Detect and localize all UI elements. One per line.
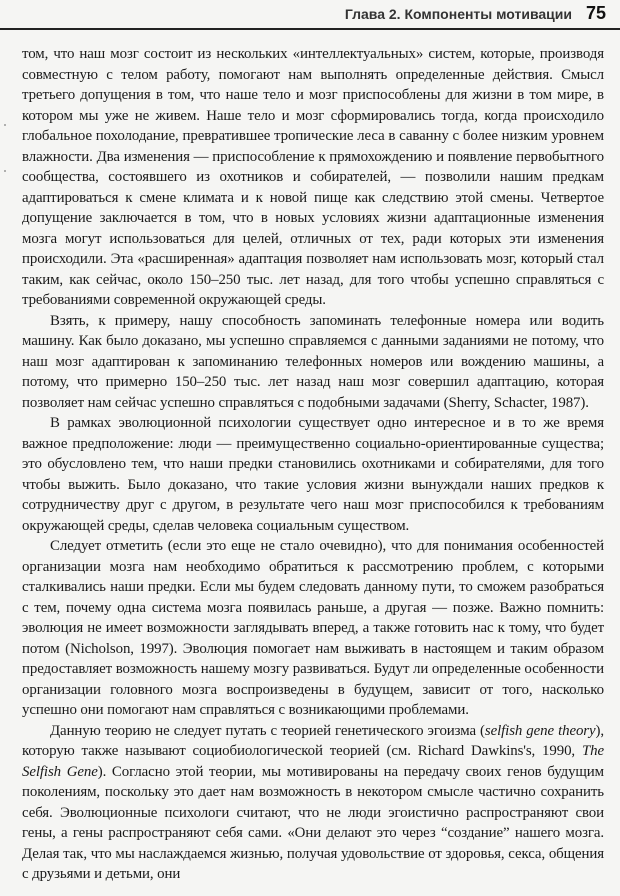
body-text	[22, 44, 604, 885]
scan-speck	[4, 170, 6, 172]
paragraph-2: Взять, к примеру, нашу способность запоминать телефонные номера или водить машину. Как было доказано, мы успешно справляемся с данными заданиями не потому, что наш мозг адаптирован к запоминанию телефонных номеров или вождению машины, а потому, что примерно 150–250 тыс. лет назад наш мозг совершил адаптацию, которая позволяет нам сейчас успешно справляться с подобными задачами (Sherry, Schacter, 1987).	[22, 312, 604, 411]
paragraph-5-part-1: Данную теорию не следует путать с теорией генетического эгоизма (	[50, 722, 485, 739]
paragraph-5-part-3: ), которую также называют социобиологической теорией (см. Richard Dawkins's, 1990,	[22, 722, 604, 759]
header-rule	[0, 28, 620, 30]
paragraph-4: Следует отметить (если это еще не стало очевидно), что для понимания особенностей организации мозга нам необходимо обратиться к рассмотрению проблем, с которыми сталкивались наши предки. Если мы будем следовать данному пути, то сможем разобраться с тем, почему одна система мозга появилась раньше, а другая — позже. Важно помнить: эволюция не имеет возможности заглядывать вперед, а также готовить нас к тому, что будет потом (Nicholson, 1997). Эволюция помогает нам выживать в настоящем и таким образом предоставляет возможность нашему мозгу развиваться. Будут ли определенные особенности организации головного мозга воспроизведены в будущем, зависит от того, насколько успешно они помогают нам справляться с возникающими проблемами.	[22, 538, 604, 718]
paragraph-5-italic-selfish-gene-theory: selfish gene theory	[484, 722, 596, 739]
paragraph-5	[22, 721, 604, 885]
scan-speck	[4, 124, 6, 126]
paragraph-1: том, что наш мозг состоит из нескольких «интеллектуальных» систем, которые, производя совместную с телом работу, помогают нам выполнять определенные действия. Смысл третьего допущения в том, что наше тело и мозг приспособлены для жизни в том мире, в котором мы уже не живем. Наше тело и мозг сформировались тогда, когда происходило глобальное похолодание, превратившее тропические леса в саванну с более низким уровнем влажности. Два изменения — приспособление к прямохождению и появление первобытного сообщества, состоявшего из охотников и собирателей, — позволили нашим предкам адаптироваться к смене климата и к новой пище как следствию этой смены. Четвертое допущение заключается в том, что в новых условиях жизни адаптационные изменения мозга могут использоваться для целей, отличных от тех, ради которых эти изменения происходили. Эта «расширенная» адаптация позволяет нам использовать мозг, который стал таким, как сейчас, около 150–250 тыс. лет назад, для того чтобы успешно справляться с требованиями современной окружающей среды.	[22, 46, 604, 308]
paragraph-3: В рамках эволюционной психологии существует одно интересное и в то же время важное предположение: люди — преимущественно социально-ориентированные существа; это обусловлено тем, что наши предки становились охотниками и собирателями, для того чтобы выжить. Было доказано, что такие условия жизни вынуждали наших предков к сотрудничеству друг с другом, в результате чего наш мозг приспособился к требованиям окружающей среды, сделав человека социальным существом.	[22, 415, 604, 534]
paragraph-5-part-5: ). Согласно этой теории, мы мотивированы на передачу своих генов будущим поколениям, поскольку это дает нам возможность в некотором смысле частично сохранить себя. Эволюционные психологи считают, что не люди эгоистично распространяют свои гены, а гены распространяют себя сами. «Они делают это через “создание” нашего мозга. Делая так, что мы наслаждаемся жизнью, получая удовольствие от здоровья, секса, общения с друзьями и детьми, они	[22, 763, 604, 882]
running-header	[0, 0, 620, 40]
page-number: 75	[585, 3, 606, 23]
paragraph-5-italic-book-title: The Selfish Gene	[22, 743, 604, 780]
chapter-title: Глава 2. Компоненты мотивации	[344, 6, 572, 22]
